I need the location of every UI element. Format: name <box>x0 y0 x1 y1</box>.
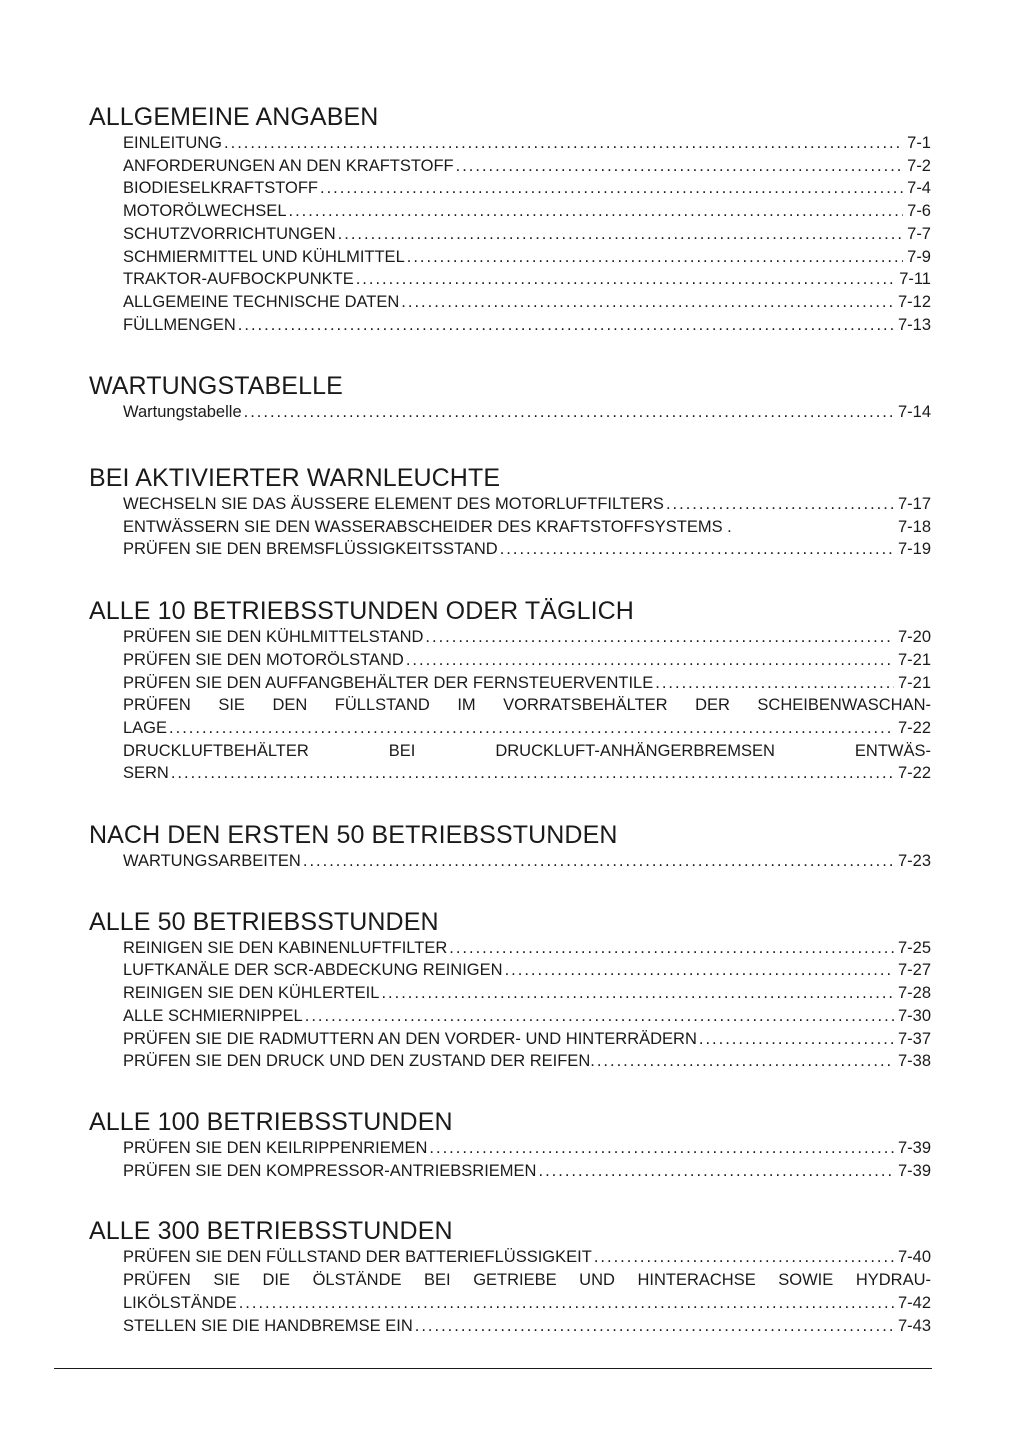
dot-leader <box>699 1028 894 1051</box>
toc-entry-title: REINIGEN SIE DEN KÜHLERTEIL <box>123 984 380 1003</box>
toc-section-allgemeine-angaben <box>89 103 931 336</box>
toc-entry-title: SCHUTZVORRICHTUNGEN <box>123 224 336 243</box>
section-heading: ALLE 300 BETRIEBSSTUNDEN <box>89 1217 453 1246</box>
toc-entry-page: 7-22 <box>897 718 931 737</box>
toc-entry-page: 7-18 <box>897 517 931 536</box>
toc-entry[interactable] <box>123 314 931 337</box>
toc-entry-title: LIKÖLSTÄNDE <box>123 1293 237 1312</box>
dot-leader <box>356 268 895 291</box>
section-heading: ALLGEMEINE ANGABEN <box>89 103 379 131</box>
toc-entry-title: LUFTKANÄLE DER SCR-ABDECKUNG REINIGEN <box>123 961 503 980</box>
dot-leader <box>415 1315 894 1338</box>
toc-entry[interactable] <box>123 1160 931 1183</box>
footer-divider <box>54 1368 932 1369</box>
toc-entry-title: WECHSELN SIE DAS ÄUSSERE ELEMENT DES MOTORLUFTFILTERS <box>123 495 664 514</box>
dot-leader <box>449 937 894 960</box>
toc-entry[interactable] <box>123 959 931 982</box>
toc-entry-title: ANFORDERUNGEN AN DEN KRAFTSTOFF <box>123 156 454 175</box>
dot-leader <box>594 1246 894 1269</box>
toc-entry-page: 7-43 <box>897 1316 931 1335</box>
toc-entry-title: SERN <box>123 764 169 783</box>
toc-section-alle-100-stunden <box>89 1108 931 1182</box>
toc-entry-page: 7-1 <box>907 134 931 152</box>
toc-entry[interactable] <box>123 1028 931 1051</box>
dot-leader <box>305 1005 894 1028</box>
toc-section-warnleuchte <box>89 464 931 561</box>
toc-entry[interactable] <box>123 177 931 200</box>
section-heading: WARTUNGSTABELLE <box>89 372 343 401</box>
toc-entry[interactable] <box>123 493 931 516</box>
section-heading: ALLE 50 BETRIEBSSTUNDEN <box>89 907 439 936</box>
toc-entry-title: LAGE <box>123 718 168 737</box>
dot-leader <box>289 200 904 223</box>
toc-entry[interactable] <box>123 538 931 561</box>
toc-entry-title: PRÜFEN SIE DEN AUFFANGBEHÄLTER DER FERNSTEUERVENTILE <box>123 673 654 692</box>
toc-entry[interactable] <box>123 291 931 314</box>
dot-leader <box>505 959 894 982</box>
toc-entry-title: WARTUNGSARBEITEN <box>123 852 301 871</box>
toc-entry-page: 7-23 <box>897 852 931 871</box>
dot-leader <box>425 626 894 649</box>
toc-entry-title: ENTWÄSSERN SIE DEN WASSERABSCHEIDER DES KRAFTSTOFFSYSTEMS . <box>123 517 732 536</box>
section-heading: BEI AKTIVIERTER WARNLEUCHTE <box>89 464 501 493</box>
toc-entry-page: 7-14 <box>897 403 931 422</box>
toc-entry-page: 7-22 <box>897 764 931 783</box>
toc-entry[interactable] <box>123 200 931 223</box>
toc-entry-page: 7-42 <box>897 1293 931 1312</box>
dot-leader <box>239 1292 894 1315</box>
toc-entry-title-line: PRÜFEN SIE DIE ÖLSTÄNDE BEI GETRIEBE UND HINTERACHSE SOWIE HYDRAU- <box>123 1271 931 1290</box>
toc-entry[interactable] <box>123 982 931 1005</box>
toc-entry-page: 7-21 <box>897 650 931 669</box>
toc-entry-page: 7-9 <box>907 247 931 266</box>
toc-entry-title: Wartungstabelle <box>123 403 242 422</box>
dot-leader <box>338 223 903 246</box>
toc-entry[interactable] <box>123 246 931 269</box>
toc-entry[interactable] <box>123 223 931 246</box>
toc-entry-page: 7-27 <box>897 961 931 980</box>
toc-entry-page: 7-13 <box>897 315 931 334</box>
toc-entry-page: 7-12 <box>897 292 931 311</box>
toc-section-alle-300-stunden <box>89 1217 931 1337</box>
toc-entry[interactable] <box>123 649 931 672</box>
toc-entry[interactable] <box>123 132 931 155</box>
section-heading: ALLE 100 BETRIEBSSTUNDEN <box>89 1107 453 1136</box>
toc-entry-title: FÜLLMENGEN <box>123 315 236 334</box>
toc-entry-title: PRÜFEN SIE DEN KÜHLMITTELSTAND <box>123 628 424 647</box>
dot-leader <box>406 649 894 672</box>
toc-section-wartungstabelle <box>89 372 931 424</box>
toc-entry-page: 7-11 <box>899 270 931 289</box>
toc-entry-page: 7-4 <box>907 179 931 198</box>
section-heading: NACH DEN ERSTEN 50 BETRIEBSSTUNDEN <box>89 821 618 850</box>
dot-leader <box>407 246 903 269</box>
toc-entry-title: ALLE SCHMIERNIPPEL <box>123 1006 303 1025</box>
toc-entry[interactable] <box>123 1315 931 1338</box>
toc-entry[interactable] <box>123 1050 931 1073</box>
toc-entry[interactable] <box>123 401 931 424</box>
toc-entry-title-line: DRUCKLUFTBEHÄLTER BEI DRUCKLUFT-ANHÄNGERBREMSEN ENTWÄS- <box>123 741 931 760</box>
toc-entry[interactable] <box>123 268 931 291</box>
toc-entry-page: 7-2 <box>907 156 931 175</box>
toc-entry-page: 7-20 <box>897 628 931 647</box>
toc-entry-title: PRÜFEN SIE DEN FÜLLSTAND DER BATTERIEFLÜSSIGKEIT <box>123 1248 592 1267</box>
dot-leader <box>303 850 894 873</box>
dot-leader <box>224 132 903 155</box>
toc-entry-multiline[interactable] <box>123 694 931 739</box>
toc-entry-title: STELLEN SIE DIE HANDBREMSE EIN <box>123 1316 413 1335</box>
dot-leader <box>169 717 894 740</box>
toc-entry-page: 7-38 <box>897 1052 931 1071</box>
toc-entry-title: PRÜFEN SIE DEN BREMSFLÜSSIGKEITSSTAND <box>123 540 498 559</box>
dot-leader <box>655 672 894 695</box>
toc-entry-title: TRAKTOR-AUFBOCKPUNKTE <box>123 270 354 289</box>
toc-entry-page: 7-39 <box>897 1138 931 1157</box>
toc-entry[interactable] <box>123 1137 931 1160</box>
dot-leader <box>320 177 903 200</box>
toc-entry-page: 7-39 <box>897 1161 931 1180</box>
toc-entry-page: 7-17 <box>897 495 931 514</box>
dot-leader <box>597 1050 894 1073</box>
toc-entry-title: ALLGEMEINE TECHNISCHE DATEN <box>123 292 400 311</box>
dot-leader <box>171 762 894 785</box>
dot-leader <box>666 493 894 516</box>
toc-entry-title: BIODIESELKRAFTSTOFF <box>123 179 318 198</box>
dot-leader <box>429 1137 894 1160</box>
dot-leader <box>401 291 894 314</box>
toc-entry[interactable] <box>123 626 931 649</box>
toc-entry-title: PRÜFEN SIE DIE RADMUTTERN AN DEN VORDER- UND HINTERRÄDERN <box>123 1029 697 1048</box>
toc-entry-page: 7-40 <box>897 1248 931 1267</box>
toc-entry-page: 7-6 <box>907 202 931 221</box>
toc-entry-title: MOTORÖLWECHSEL <box>123 202 287 221</box>
toc-entry-page: 7-7 <box>907 224 931 243</box>
toc-entry-title: PRÜFEN SIE DEN MOTORÖLSTAND <box>123 650 404 669</box>
toc-entry-page: 7-19 <box>897 540 931 559</box>
dot-leader <box>500 538 894 561</box>
dot-leader <box>456 155 904 178</box>
toc-entry-title: SCHMIERMITTEL UND KÜHLMITTEL <box>123 247 405 266</box>
toc-entry[interactable] <box>123 1246 931 1269</box>
toc-entry-page: 7-37 <box>897 1029 931 1048</box>
toc-entry[interactable] <box>123 516 931 539</box>
toc-section-nach-ersten-50 <box>89 821 931 873</box>
table-of-contents <box>89 103 931 1337</box>
toc-entry-title: PRÜFEN SIE DEN DRUCK UND DEN ZUSTAND DER REIFEN. <box>123 1052 595 1071</box>
toc-entry[interactable] <box>123 850 931 873</box>
toc-entry[interactable] <box>123 155 931 178</box>
toc-entry[interactable] <box>123 672 931 695</box>
dot-leader <box>244 401 894 424</box>
toc-entry-page: 7-30 <box>897 1006 931 1025</box>
toc-entry[interactable] <box>123 1005 931 1028</box>
toc-entry-title: REINIGEN SIE DEN KABINENLUFTFILTER <box>123 938 448 957</box>
toc-section-alle-10-stunden <box>89 597 931 785</box>
toc-entry-page: 7-28 <box>897 984 931 1003</box>
dot-leader <box>381 982 894 1005</box>
toc-entry-page: 7-25 <box>897 938 931 957</box>
toc-entry-title: PRÜFEN SIE DEN KEILRIPPENRIEMEN <box>123 1138 428 1157</box>
toc-entry-multiline[interactable] <box>123 740 931 785</box>
dot-leader <box>538 1160 893 1183</box>
toc-section-alle-50-stunden <box>89 908 931 1073</box>
toc-entry-page: 7-21 <box>897 673 931 692</box>
toc-entry[interactable] <box>123 937 931 960</box>
section-heading: ALLE 10 BETRIEBSSTUNDEN ODER TÄGLICH <box>89 597 634 626</box>
dot-leader <box>238 314 894 337</box>
toc-entry-title-line: PRÜFEN SIE DEN FÜLLSTAND IM VORRATSBEHÄLTER DER SCHEIBENWASCHAN- <box>123 696 931 715</box>
toc-entry-title: PRÜFEN SIE DEN KOMPRESSOR-ANTRIEBSRIEMEN <box>123 1161 537 1180</box>
toc-entry-title: EINLEITUNG <box>123 134 223 152</box>
toc-entry-multiline[interactable] <box>123 1269 931 1314</box>
